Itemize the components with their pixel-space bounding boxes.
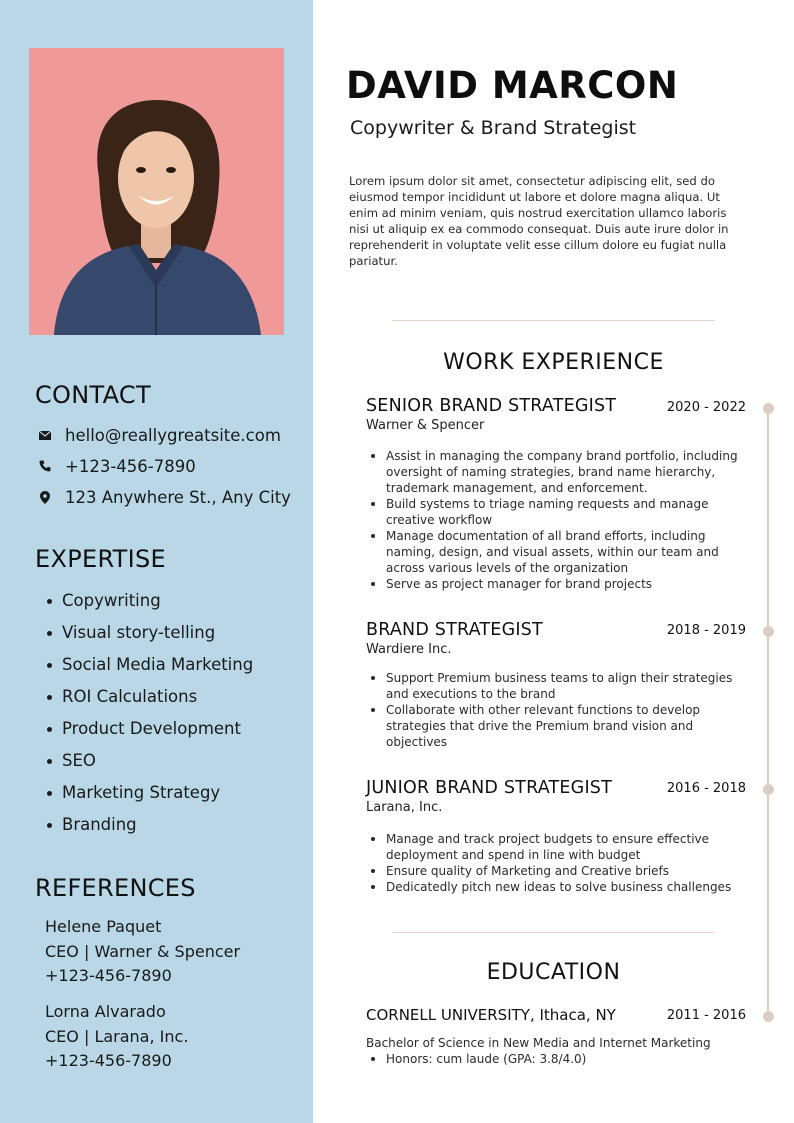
section-divider — [392, 320, 715, 321]
education-degree: Bachelor of Science in New Media and Internet Marketing — [366, 1036, 711, 1050]
job-bullet: Collaborate with other relevant functions to develop strategies that drive the Premium brand vision and objectives — [370, 702, 750, 750]
contact-phone[interactable] — [38, 455, 196, 477]
reference-phone: +123-456-7890 — [45, 1051, 172, 1070]
education-bullet: Honors: cum laude (GPA: 3.8/4.0) — [370, 1051, 750, 1067]
job-dates: 2018 - 2019 — [666, 623, 746, 638]
reference-role: CEO | Larana, Inc. — [45, 1026, 189, 1046]
job-title: SENIOR BRAND STRATEGIST — [366, 396, 617, 416]
job-bullets — [370, 670, 750, 750]
contact-heading: CONTACT — [35, 381, 151, 409]
section-divider — [392, 932, 715, 933]
expertise-item: ROI Calculations — [47, 685, 253, 717]
job-title: BRAND STRATEGIST — [366, 620, 543, 640]
contact-address — [38, 486, 291, 508]
reference-item — [45, 1000, 188, 1074]
job-bullets — [370, 448, 750, 592]
timeline-dot — [763, 784, 774, 795]
timeline-dot — [763, 1011, 774, 1022]
timeline-dot — [763, 626, 774, 637]
job-bullet: Manage and track project budgets to ensure effective deployment and spend in line with budget — [370, 831, 750, 863]
references-heading: REFERENCES — [35, 874, 196, 902]
phone-icon — [38, 460, 51, 473]
job-bullet: Build systems to triage naming requests and manage creative workflow — [370, 496, 750, 528]
candidate-name: DAVID MARCON — [346, 64, 679, 107]
expertise-item: SEO — [47, 749, 253, 781]
location-pin-icon — [38, 491, 51, 504]
expertise-list — [47, 589, 253, 845]
work-experience-heading: WORK EXPERIENCE — [443, 350, 664, 375]
reference-item — [45, 915, 240, 989]
expertise-item: Visual story-telling — [47, 621, 253, 653]
phone-text: +123-456-7890 — [65, 456, 196, 476]
job-bullet: Assist in managing the company brand portfolio, including oversight of naming strategies, brand name hierarchy, trademark management, and enforcement. — [370, 448, 750, 496]
reference-phone: +123-456-7890 — [45, 966, 172, 985]
job-title: JUNIOR BRAND STRATEGIST — [366, 778, 613, 798]
job-bullet: Dedicatedly pitch new ideas to solve business challenges — [370, 879, 750, 895]
contact-email[interactable] — [38, 424, 281, 446]
job-dates: 2020 - 2022 — [666, 400, 746, 415]
reference-role: CEO | Warner & Spencer — [45, 941, 241, 961]
expertise-item: Branding — [47, 813, 253, 845]
job-company: Larana, Inc. — [366, 800, 443, 815]
candidate-title: Copywriter & Brand Strategist — [350, 117, 637, 139]
address-text: 123 Anywhere St., Any City — [65, 487, 291, 507]
sidebar — [0, 0, 313, 1123]
email-text: hello@reallygreatsite.com — [65, 425, 281, 445]
expertise-item: Copywriting — [47, 589, 253, 621]
reference-name: Lorna Alvarado — [45, 1002, 166, 1021]
expertise-item: Marketing Strategy — [47, 781, 253, 813]
education-bullets — [370, 1051, 750, 1067]
profile-photo — [29, 48, 284, 335]
education-heading: EDUCATION — [486, 960, 621, 985]
job-bullet: Support Premium business teams to align their strategies and executions to the brand — [370, 670, 750, 702]
reference-name: Helene Paquet — [45, 917, 162, 936]
job-dates: 2016 - 2018 — [666, 781, 746, 796]
envelope-icon — [38, 429, 51, 442]
timeline-line — [767, 408, 769, 1017]
education-dates: 2011 - 2016 — [666, 1008, 746, 1023]
job-bullet: Ensure quality of Marketing and Creative briefs — [370, 863, 750, 879]
timeline-dot — [763, 403, 774, 414]
job-bullet: Serve as project manager for brand projects — [370, 576, 750, 592]
job-company: Wardiere Inc. — [366, 642, 452, 657]
expertise-item: Social Media Marketing — [47, 653, 253, 685]
job-bullet: Manage documentation of all brand efforts, including naming, design, and visual assets, within our team and across various levels of the organization — [370, 528, 750, 576]
expertise-item: Product Development — [47, 717, 253, 749]
job-company: Warner & Spencer — [366, 418, 485, 433]
education-school: CORNELL UNIVERSITY, Ithaca, NY — [366, 1006, 616, 1024]
expertise-heading: EXPERTISE — [35, 545, 167, 573]
profile-summary: Lorem ipsum dolor sit amet, consectetur adipiscing elit, sed do eiusmod tempor incididunt ut labore et dolore magna aliqua. Ut enim ad minim veniam, quis nostrud exercitation ullamco laboris nisi ut aliquip ex ea commodo consequat. Duis aute irure dolor in reprehenderit in voluptate velit esse cillum dolore eu fugiat nulla pariatur. — [349, 174, 729, 268]
job-bullets — [370, 831, 750, 895]
